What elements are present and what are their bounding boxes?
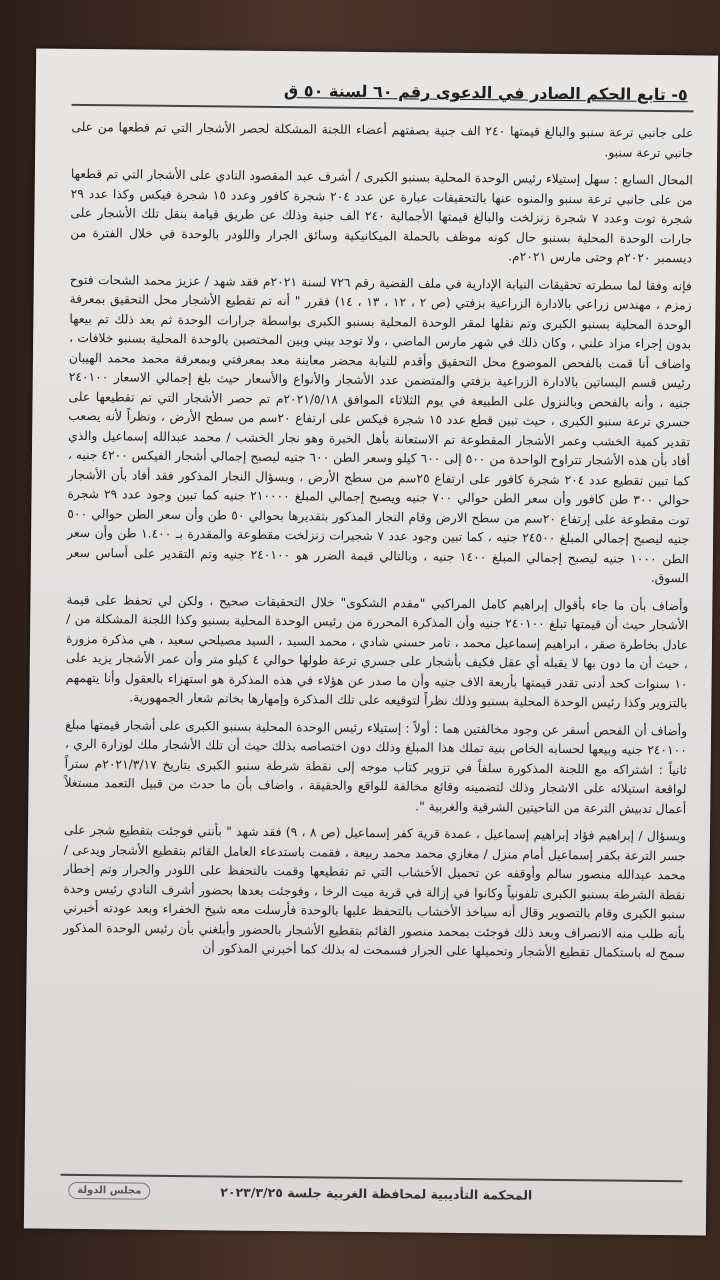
header-divider [72, 104, 694, 113]
paragraph-1: على جانبي ترعة سنبو والبالغ قيمتها ٢٤٠ الف جنية بصفتهم أعضاء اللجنة المشكلة لحصر الأشجار التي تم قطعها من على جانبي ترعة سنبو. [71, 119, 694, 160]
paragraph-3: فإنه وفقا لما سطرته تحقيقات النيابة الإدارية في ملف القضية رقم ٧٢٦ لسنة ٢٠٢١م فقد شهد / عزيز محمد الشحات فتوح زمزم ، مهندس زراعي بالادارة الزراعية بزفتي (ص ٢ ، ١٢ ، ١٣ ، ١٤) فقرر " أنه تم تقطيع الأشجار محل التحقيق بمعرفة الوحدة المحلية بسنبو الكبرى وتم نقلها لمقر الوحدة المحلية بسنبو الكبرى بواسطة جرارات الوحدة ثم بعد ذلك تم بيعها بدون إجراء مزاد علني ، وكان ذلك في شهر مارس الماضي ، ولا توجد بيني وبين المختصين بالوحدة المحلية بسنبو خلافات ، واضاف أنا قمت بالفحص الموضوع محل التحقيق وأقدم للنيابة محضر معاينة معد بمعرفتي وبمعرفة محمد محمد الهيبان رئيس قسم البساتين بالادارة الزراعية بزفتي والمتضمن عدد الأشجار والأنواع والأسعار حيث بلغ إجمالي الاسعار ٢٤٠١٠٠ جنيه ، وأنه بالفحص وبالنزول على الطبيعة في يوم الثلاثاء الموافق ٢٠٢١/٥/١٨م تم حصر الأشجار التي تم تقطيعها على جسري ترعة سنبو الكبرى ، حيث تبين قطع عدد ١٥ شجرة فيكس على ارتفاع ٢٠سم من سطح الأرض ، ونظراً لأنه يصعب تقدير كمية الخشب وعمر الأشجار المقطوعة تم الاستعانة بأهل الخبرة وهو نجار الخشب / محمد عبدالله إسماعيل والذي أفاد بأن هذه الأشجار تتراوح الواحدة من ٥٠٠ إلى ٦٠٠ كيلو وسعر الطن ٦٠٠ جنيه ليصبح إجمالي أشجار الفيكس ٤٢٠٠ جنيه ، كما تبين تقطيع عدد ٢٠٤ شجرة كافور على ارتفاع ٢٥سم من سطح الأرض ، وبسؤال النجار المذكور فقد أفاد بأن الأشجار حوالي ٣٠٠ طن كافور وأن سعر الطن حوالي ٧٠٠ جنيه ويصبح إجمالي المبلغ ٢١٠٠٠٠ جنيه كما تبين وجود عدد ٢٩ شجرة توت مقطوعة على إرتفاع ٢٠سم من سطح الارض وقام النجار المذكور بتقديرها بحوالي ٥٠ طن وأن سعر الطن حوالي ٥٠٠ جنيه ليصبح إجمالي المبلغ ٢٤٥٠٠ جنيه ، كما تبين وجود عدد ٧ شجيرات زنزلخت مقطوعة والمقدرة بـ ١.٤٠٠ طن وأن سعر الطن ١٠٠٠ جنيه ليصبح إجمالي المبلغ ١٤٠٠ جنيه ، وبالتالي قيمة الضرر هو ٢٤٠١٠٠ جنيه وتم التقدير على أساس سعر السوق. [66, 272, 692, 586]
document-page [24, 48, 718, 1235]
footer-text: المحكمة التأديبية لمحافظة الغربية جلسة ٢٠٢٣/٣/٢٥ [220, 1184, 533, 1203]
document-content [60, 79, 694, 1215]
paragraph-4: وأضاف بأن ما جاء بأقوال إبراهيم كامل المراكبي "مقدم الشكوى" خلال التحقيقات صحيح ، ولكن لي تحفظ على قيمة الأشجار حيث أن قيمتها تبلغ ٢٤٠١٠٠ جنيه وأن المذكرة المحررة من رئيس الوحدة المحلية بسنبو وكذا اللجنة المشكلة من / عادل بخاطرة صقر ، ابراهيم إسماعيل محمد ، تامر حسني شادي ، محمد السيد ، السيد مصيلحي سعيد ، هي مذكرة مزورة ، حيث أن ما دون بها لا يقبله أي عقل فكيف بأشجار على جسري ترعة طولها حوالي ٤ كيلو متر وأن عمر الأشجار يزيد على ١٠ سنوات كحد أدنى تقدر قيمتها بأربعة الاف جنيه وأن ما صدر عن هؤلاء في هذه المذكرة هو استهزاء بالعقول وأنا يتهمهم بالتزوير وكذا رئيس الوحدة المحلية بسنبو وذلك نظراً لتوقيعه على تلك المذكرة وإمهارها بخاتم شعار الجمهورية. [65, 592, 689, 711]
paragraph-2: المحال السابع : سهل إستيلاء رئيس الوحدة المحلية بسنبو الكبرى / أشرف عبد المقصود النادي على الأشجار التي تم قطعها من على جانبي ترعة سنبو والمنوه عنها بالتحقيقات عبارة عن عدد ٢٠٤ شجرة كافور وعدد ١٥ شجرة فيكس وكذا عدد ٢٩ شجرة توت وعدد ٧ شجرة زنزلخت والبالغ قيمتها الأجمالية ٢٤٠ الف جنية وذلك عن طريق قيامة بنقل تلك الأشجار على جارات الوحدة المحلية بسنبو حال كونه موظف بالحملة الميكانيكية وسائق الجرار واللودر بالوحدة في خلال الفترة من ديسمبر ٢٠٢٠م وحتى مارس ٢٠٢١م. [70, 166, 693, 266]
page-footer [60, 1174, 682, 1206]
state-council-seal: مجلس الدولة [68, 1182, 150, 1200]
paragraph-5: وأضاف أن الفحص أسفر عن وجود مخالفتين هما : أولاً : إستيلاء رئيس الوحدة المحلية بسنبو الكبرى على أشجار قيمتها مبلغ ٢٤٠١٠٠ جنيه وبيعها لحسابه الخاص بنية تملك هذا المبلغ وذلك دون اختصاصه بذلك حيث أن تلك الأشجار ملك لوزارة الري ، ثانياً : اشتراكه مع اللجنة المذكورة سلفاً في تزوير كتاب موجه إلى نقطة شرطة سنبو الكبرى بتاريخ ٢٠٢١/٣/١٧م ستراً لواقعة استيلائه على الاشجار وذلك لتضمينه وقائع مخالفة للواقع والحقيقة ، واضاف بأن ما حدث من قبيل التعمد مستغلاً أعمال تدبيش الترعة من الناحيتين الشرقية والغربية ". [64, 717, 688, 816]
page-header: ٥- تابع الحكم الصادر في الدعوى رقم ٦٠ لسنة ٥٠ ق [283, 81, 688, 105]
paragraph-6: وبسؤال / إبراهيم فؤاد إبراهيم إسماعيل ، عمدة قرية كفر إسماعيل (ص ٨ ، ٩) فقد شهد " بأنني فوجئت بتقطيع شجر على جسر الترعة بكفر إسماعيل أمام منزل / مغازي محمد محمد ربيعة ، فقمت باستدعاء العامل القائم بتقطيع الأشجار ويدعى / محمد عبدالله منصور سالم وأوقفه عن تحميل الأخشاب التي تم تقطيعها وقمت بالتحفظ على اللودر والجرار وتم إخطار نقطة الشرطة بسنبو الكبرى تلفونياً وكانوا في إزالة في قرية ميت الرخا ، وفوجئت بعدها بحضور أشرف النادي رئيس وحدة سنبو الكبرى وقام بالتصوير وقال أنه سياخذ الأخشاب بالتحفظ عليها بالوحدة فأرسلت معه شيخ الخفراء وبعد عودته أخبرني بأنه طلب منه الانصراف وبعد ذلك فوجئت بمحمد منصور القائم بتقطيع الأشجار بالحضور وأبلغني بأن رئيس الوحدة المذكور سمح له باستكمال تقطيع الأشجار وتحميلها على الجرار فسمحت له بذلك كما أخبرني المذكور أن [62, 822, 687, 961]
